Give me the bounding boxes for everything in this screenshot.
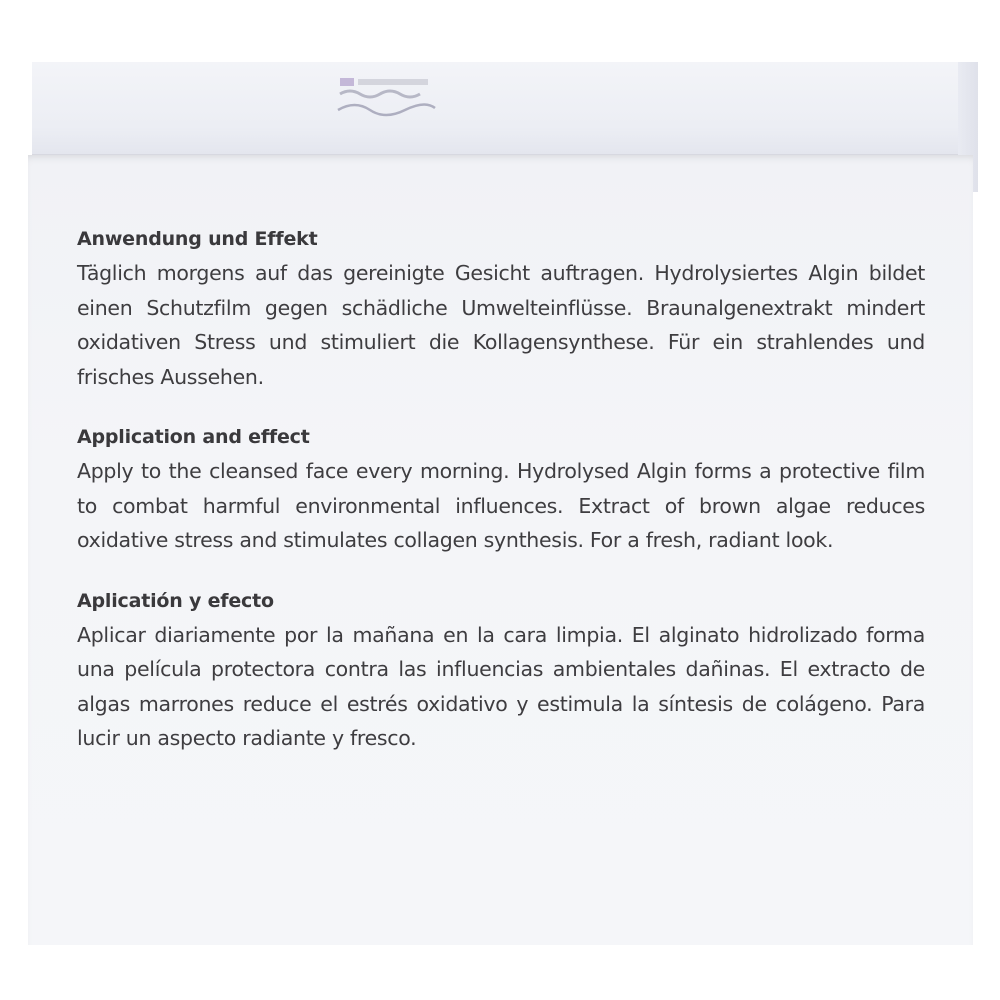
body-german: Täglich morgens auf das gereinigte Gesicht auftragen. Hydrolysiertes Algin bildet einen Schutzfilm gegen schädliche Umwelteinflüsse. Braunalgenextrakt mindert oxidativen Stress und stimuliert die Kollagensynthese. Für ein strahlendes und frisches Aussehen. bbox=[77, 261, 925, 389]
heading-german: Anwendung und Effekt bbox=[77, 228, 318, 250]
body-spanish: Aplicar diariamente por la mañana en la cara limpia. El alginato hidrolizado forma una película protectora contra las influencias ambientales dañinas. El extracto de algas marrones reduce el estrés oxidativo y estimula la síntesis de colágeno. Para lucir un aspecto radiante y fresco. bbox=[77, 622, 925, 750]
section-english bbox=[77, 420, 925, 558]
body-english: Apply to the cleansed face every morning. Hydrolysed Algin forms a protective film to combat harmful environmental influences. Extract of brown algae reduces oxidative stress and stimulates collagen synthesis. For a fresh, radiant look. bbox=[77, 459, 925, 552]
section-spanish bbox=[77, 584, 925, 756]
instructions-text bbox=[77, 222, 925, 782]
box-lid bbox=[32, 62, 968, 156]
heading-english: Application and effect bbox=[77, 426, 310, 448]
brand-logo-icon bbox=[330, 70, 450, 125]
section-german bbox=[77, 222, 925, 394]
heading-spanish: Aplicatión y efecto bbox=[77, 589, 274, 612]
